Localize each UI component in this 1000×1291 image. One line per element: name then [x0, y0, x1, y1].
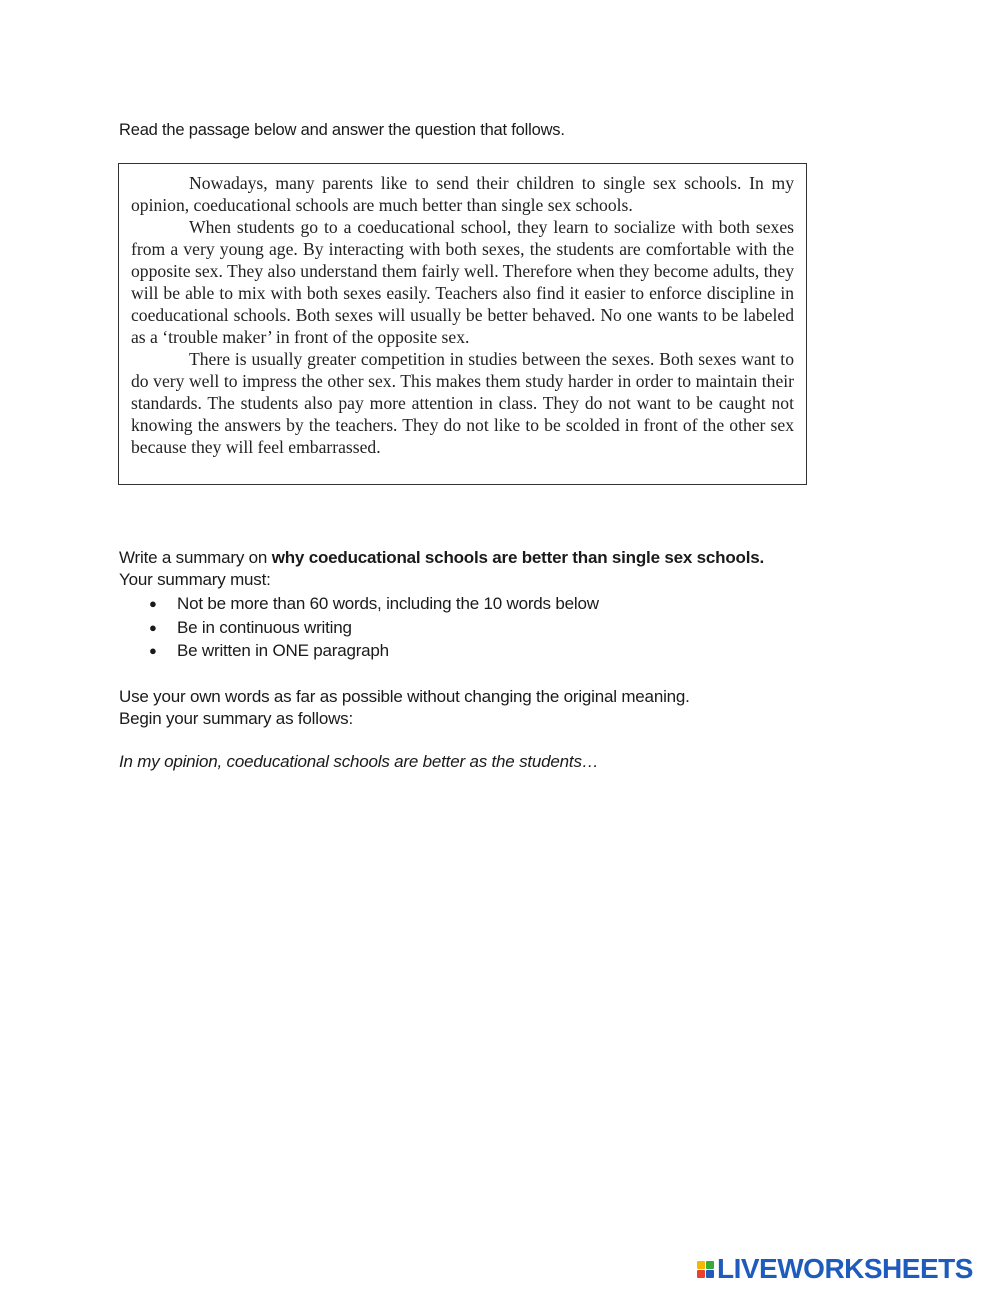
liveworksheets-logo-icon — [697, 1261, 714, 1278]
summary-prompt — [119, 547, 879, 569]
summary-task — [119, 547, 879, 663]
passage-paragraph-2: When students go to a coeducational school, they learn to socialize with both sexes from a very young age. By interacting with both sexes, the students are comfortable with the opposite sex. They also understand them fairly well. Therefore when they become adults, they will be able to mix with both sexes easily. Teachers also find it easier to enforce discipline in coeducational schools. Both sexes will usually be better behaved. No one wants to be labeled as a ‘trouble maker’ in front of the opposite sex. — [131, 217, 794, 347]
passage-paragraph-3: There is usually greater competition in studies between the sexes. Both sexes want to do very well to impress the other sex. This makes them study harder in order to maintain their standards. The students also pay more attention in class. They do not want to be caught not knowing the answers by the teachers. They do not like to be scolded in front of the other sex because they will feel embarrassed. — [131, 349, 794, 457]
summary-intro: Write a summary on — [119, 548, 268, 567]
liveworksheets-logo — [697, 1254, 973, 1284]
summary-rules-list — [119, 592, 879, 663]
rule-text: Be in continuous writing — [177, 617, 352, 637]
summary-starter: In my opinion, coeducational schools are better as the students… — [119, 752, 599, 771]
instruction-text: Read the passage below and answer the question that follows. — [119, 121, 565, 139]
list-item — [119, 639, 879, 663]
logo-block — [697, 1270, 705, 1278]
logo-block — [706, 1270, 714, 1278]
guidance — [119, 686, 690, 730]
summary-must-label: Your summary must: — [119, 570, 271, 589]
rule-text: Be written in ONE paragraph — [177, 641, 389, 660]
passage-paragraph-1: Nowadays, many parents like to send their children to single sex schools. In my opinion, coeducational schools are much better than single sex schools. — [131, 173, 794, 215]
list-item — [119, 616, 879, 640]
rule-text: Not be more than 60 words, including the 10 words below — [177, 594, 599, 613]
bullet-icon: ● — [149, 619, 157, 635]
logo-block — [706, 1261, 714, 1269]
guidance-line-1: Use your own words as far as possible without changing the original meaning. — [119, 687, 690, 706]
guidance-line-2: Begin your summary as follows: — [119, 709, 353, 728]
logo-block — [697, 1261, 705, 1269]
bullet-icon: ● — [149, 643, 157, 658]
logo-text: LIVEWORKSHEETS — [717, 1253, 973, 1284]
passage-box — [118, 163, 807, 485]
summary-topic: why coeducational schools are better than single sex schools. — [271, 548, 764, 567]
bullet-icon: ● — [149, 596, 157, 611]
list-item — [119, 592, 879, 616]
